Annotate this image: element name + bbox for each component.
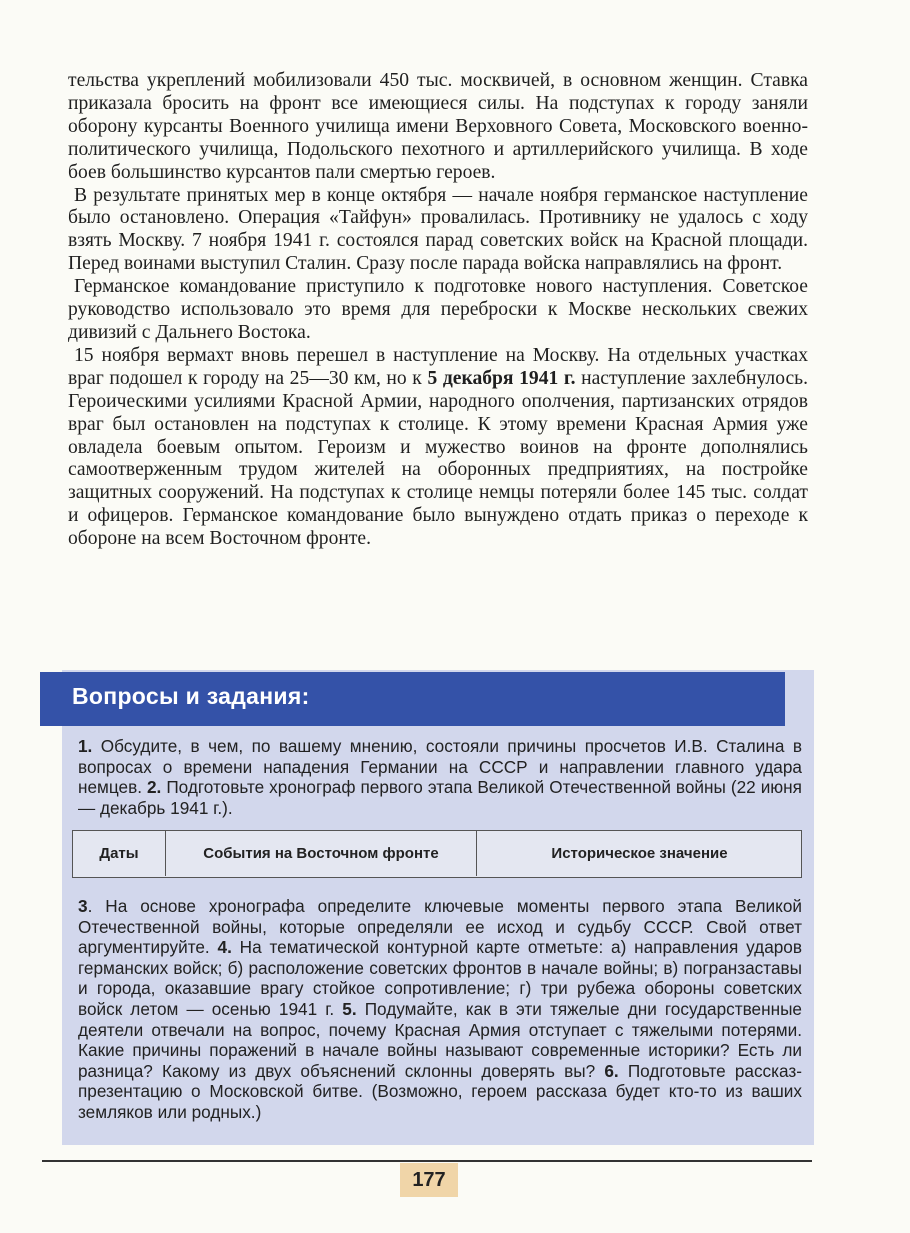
question-1-number: 1. <box>78 736 93 756</box>
question-3-text: . На основе хронографа определите ключевые моменты первого этапа Великой Отечественной войны, которые определяли ее исход и судьбу СССР. Свой ответ аргументируйте. <box>78 896 802 958</box>
date-highlight: 5 декабря 1941 г. <box>427 367 576 389</box>
question-3-number: 3 <box>78 896 88 916</box>
footer-rule <box>42 1160 812 1162</box>
table-header-significance: Историческое значение <box>551 845 728 862</box>
questions-title: Вопросы и задания: <box>72 683 310 709</box>
question-2-text: Подготовьте хронограф первого этапа Великой Отечественной войны (22 июня — декабрь 1941 г.). <box>78 777 802 818</box>
question-6-number: 6. <box>604 1060 619 1081</box>
question-4-number: 4. <box>217 937 232 958</box>
table-header-dates: Даты <box>73 831 166 876</box>
main-text <box>68 70 808 551</box>
paragraph-4-start: 15 ноября вермахт вновь перешел в наступление на Москву. На отдельных участках враг подошел к городу на 25—30 км, но к <box>68 344 808 389</box>
page-number: 177 <box>400 1163 458 1197</box>
question-1-text: Обсудите, в чем, по вашему мнению, состояли причины просчетов И.В. Сталина в вопросах о времени нападения Германии на СССР и направлении главного удара немцев. <box>78 736 802 798</box>
question-6-text: Подготовьте рассказ-презентацию о Московской битве. (Возможно, героем рассказа будет кто-то из ваших земляков или родных.) <box>78 1060 803 1122</box>
table-header-events: События на Восточном фронте <box>166 831 477 876</box>
questions-block-2 <box>78 896 802 1123</box>
question-5-number: 5. <box>342 998 357 1019</box>
chronograph-table <box>72 830 802 878</box>
questions-block-1 <box>78 736 802 818</box>
question-4-text: На тематической контурной карте отметьте: а) направления ударов германских войск; б) расположение советских фронтов в начале войны; в) погранзаставы и города, оказавшие врагу стойкое сопротивление; г) три рубежа обороны советских войск летом — осенью 1941 г. <box>78 937 802 1019</box>
paragraph-4-end: наступление захлебнулось. Героическими усилиями Красной Армии, народного ополчения, партизанских отрядов враг был остановлен на подступах к столице. К этому времени Красная Армия уже овладела боевым опытом. Героизм и мужество воинов на фронте дополнялись самоотверженным трудом жителей на оборонных предприятиях, на постройке защитных сооружений. На подступах к столице немцы потеряли более 145 тыс. солдат и офицеров. Германское командование было вынуждено отдать приказ о переходе к обороне на всем Восточном фронте. <box>68 367 809 550</box>
question-2-number: 2. <box>146 777 162 798</box>
question-5-text: Подумайте, как в эти тяжелые дни государственные деятели отвечали на вопрос, почему Красная Армия отступает с тяжелыми потерями. Какие причины поражений в начале войны называют современные историки? Есть ли разница? Какому из двух объяснений склонны доверять вы? <box>78 998 802 1081</box>
paragraph-1: тельства укреплений мобилизовали 450 тыс. москвичей, в основном женщин. Ставка приказала бросить на фронт все имеющиеся силы. На подступах к городу заняли оборону курсанты Военного училища имени Верховного Совета, Московского военно-политического училища, Подольского пехотного и артиллерийского училища. В ходе боев большинство курсантов пали смертью героев. <box>68 70 808 183</box>
paragraph-2: В результате принятых мер в конце октября — начале ноября германское наступление было остановлено. Операция «Тайфун» провалилась. Противнику не удалось с ходу взять Москву. 7 ноября 1941 г. состоялся парад советских войск на Красной площади. Перед воинами выступил Сталин. Сразу после парада войска направлялись на фронт. <box>68 184 808 275</box>
paragraph-4 <box>68 345 808 551</box>
paragraph-3: Германское командование приступило к подготовке нового наступления. Советское руководство использовало это время для переброски к Москве нескольких свежих дивизий с Дальнего Востока. <box>68 276 808 343</box>
